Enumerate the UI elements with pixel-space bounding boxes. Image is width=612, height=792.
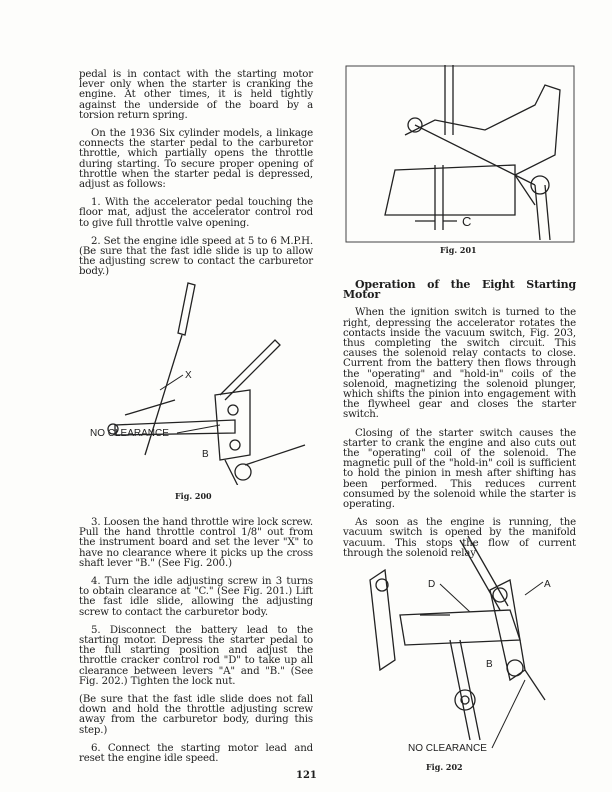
left-column-bottom	[79, 518, 313, 772]
label-c: C	[462, 214, 472, 229]
caption-fig-201: Fig. 201	[440, 245, 477, 255]
label-no-clearance: NO CLEARANCE	[90, 428, 169, 439]
label-a: A	[544, 579, 551, 590]
caption-fig-202: Fig. 202	[426, 762, 463, 772]
paragraph: 4. Turn the idle adjusting screw in 3 turns to obtain clearance at "C." (See Fig. 201.) Lift the fast idle slide, allowing the adjusting screw to contact the carburetor body.	[79, 576, 313, 618]
paragraph: (Be sure that the fast idle slide does not fall down and hold the throttle adjusting screw away from the carburetor body, during this step.)	[79, 694, 313, 736]
page-number: 121	[296, 770, 317, 781]
paragraph: As soon as the engine is running, the vacuum switch is opened by the manifold vacuum. This stops the flow of current through the solenoid relay	[343, 517, 576, 559]
paragraph: 3. Loosen the hand throttle wire lock screw. Pull the hand throttle control 1/8" out from the instrument board and set the lever "X" to have no clearance where it picks up the cross shaft lever "B." (See Fig. 200.)	[79, 517, 313, 569]
figure-201-drawing	[345, 65, 575, 245]
paragraph: 1. With the accelerator pedal touching the floor mat, adjust the accelerator control rod to give full throttle valve opening.	[79, 197, 313, 229]
figure-202-drawing	[360, 520, 575, 760]
left-column-top	[79, 70, 313, 286]
section-heading: Operation of the Eight Starting Motor	[343, 278, 576, 302]
figure-200-drawing	[85, 275, 325, 485]
label-no-clearance: NO CLEARANCE	[408, 743, 487, 754]
label-x: X	[185, 370, 192, 381]
paragraph: 6. Connect the starting motor lead and reset the engine idle speed.	[79, 742, 313, 765]
paragraph: 2. Set the engine idle speed at 5 to 6 M.P.H. (Be sure that the fast idle slide is up to allow the adjusting screw to contact the carburetor body.)	[79, 235, 313, 278]
paragraph: Closing of the starter switch causes the starter to crank the engine and also cuts out the "operating" coil of the solenoid. The magnetic pull of the "hold-in" coil is sufficient to hold the pinion in mesh after shifting has been performed. This reduces current consumed by the solenoid while the starter is operating.	[343, 427, 576, 511]
label-b: B	[202, 449, 209, 460]
paragraph: On the 1936 Six cylinder models, a linkage connects the starter pedal to the carburetor throttle, which partially opens the throttle during starting. To secure proper opening of throttle when the starter pedal is depressed, adjust as follows:	[79, 128, 313, 191]
label-b: B	[486, 659, 493, 670]
paragraph: 5. Disconnect the battery lead to the starting motor. Depress the starter pedal to the full starting position and adjust the throttle cracker control rod "D" to take up all clearance between levers "A" and "B." (See Fig. 202.) Tighten the lock nut.	[79, 624, 313, 687]
paragraph: When the ignition switch is turned to the right, depressing the accelerator rotates the contacts inside the vacuum switch, Fig. 203, thus completing the switch circuit. This causes the solenoid relay contacts to close. Current from the battery then flows through the "operating" and "hold-in" coils of the solenoid, magnetizing the solenoid plunger, which shifts the pinion into engagement with the flywheel gear and closes the starter switch.	[343, 307, 576, 421]
paragraph: pedal is in contact with the starting motor lever only when the starter is cranking the engine. At other times, it is held tightly against the underside of the board by a torsion return spring.	[79, 69, 313, 121]
caption-fig-200: Fig. 200	[175, 491, 212, 501]
label-d: D	[428, 579, 436, 590]
